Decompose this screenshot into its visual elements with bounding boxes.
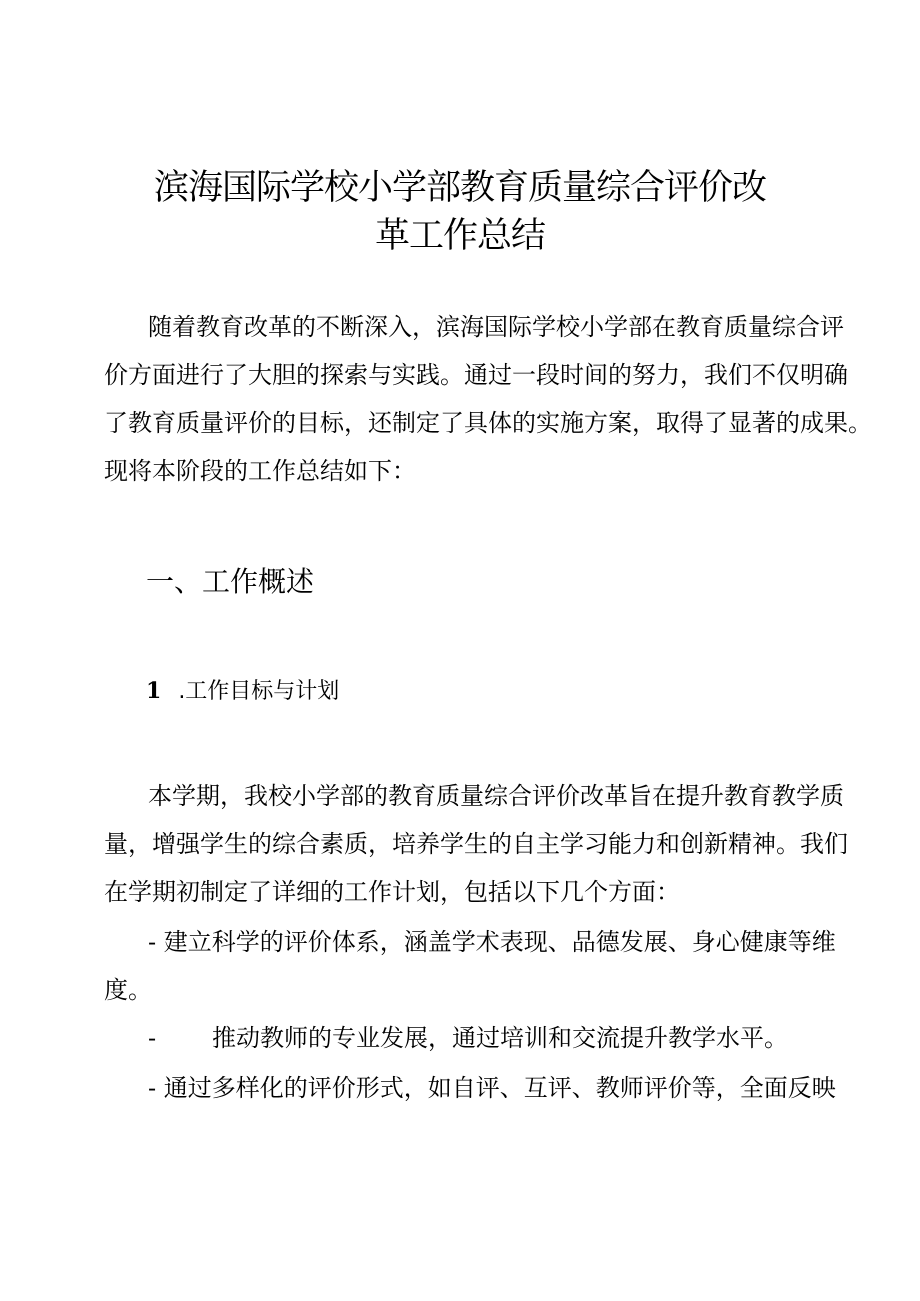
document-title-line-2: 革工作总结 [374,216,545,256]
intro-line-1: 随着教育改革的不断深入，滨海国际学校小学部在教育质量综合评 [148,313,844,341]
intro-line-4: 现将本阶段的工作总结如下： [104,457,416,485]
bullet-1-line-2: 度。 [104,976,152,1004]
subsection-number: 1 [146,678,162,704]
intro-line-3: 了教育质量评价的目标，还制定了具体的实施方案，取得了显著的成果。 [104,409,872,437]
document-title-line-1: 滨海国际学校小学部教育质量综合评价改 [153,168,766,208]
para-line-2: 量，增强学生的综合素质，培养学生的自主学习能力和创新精神。我们 [104,830,848,858]
intro-line-2: 价方面进行了大胆的探索与实践。通过一段时间的努力，我们不仅明确 [104,361,848,389]
subsection-title: .工作目标与计划 [178,679,340,704]
section-heading-overview: 一、工作概述 [146,565,315,598]
bullet-1-line-1: - 建立科学的评价体系，涵盖学术表现、品德发展、身心健康等维 [148,928,836,956]
para-line-1: 本学期，我校小学部的教育质量综合评价改革旨在提升教育教学质 [148,782,844,810]
subsection-heading-goals [146,674,339,709]
bullet-2-dash: - [148,1024,157,1052]
bullet-2-text: 推动教师的专业发展，通过培训和交流提升教学水平。 [212,1024,788,1052]
bullet-3-line-1: - 通过多样化的评价形式，如自评、互评、教师评价等，全面反映 [148,1074,836,1102]
para-line-3: 在学期初制定了详细的工作计划，包括以下几个方面： [104,878,680,906]
